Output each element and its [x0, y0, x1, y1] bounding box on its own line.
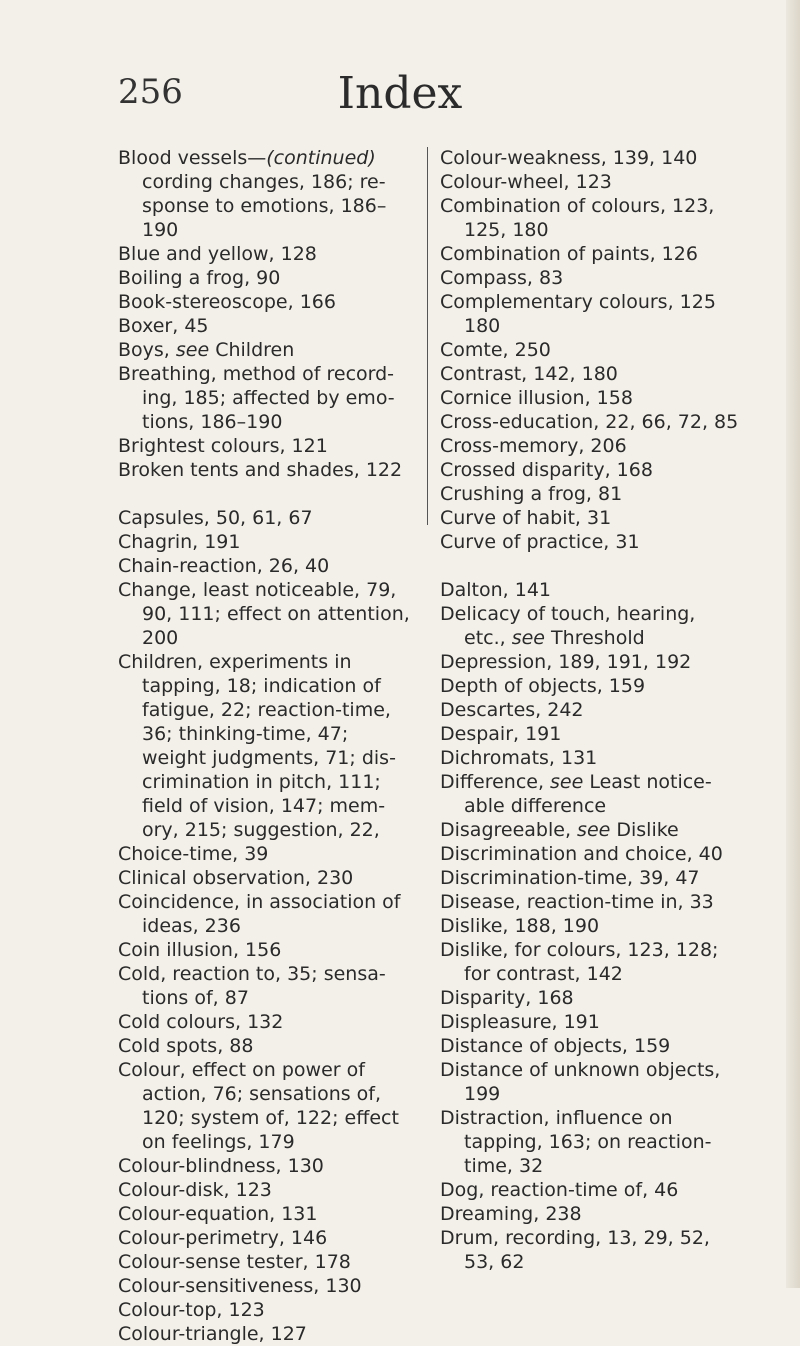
index-entry: [118, 1226, 418, 1250]
index-entry: [440, 1226, 740, 1274]
index-entry-head: Dislike, 188, 190: [440, 915, 600, 937]
index-entry: [118, 242, 418, 266]
index-entry: [440, 650, 740, 674]
index-entry-head: Distraction, influence on tapping, 163; on reaction-time, 32: [440, 1107, 712, 1177]
index-entry-head: Dichromats, 131: [440, 747, 598, 769]
index-entry-head: Choice-time, 39: [118, 843, 269, 865]
index-entry-head: Discrimination-time, 39, 47: [440, 867, 700, 889]
index-entry: [118, 530, 418, 554]
index-entry-head: Cold, reaction to, 35; sensa-tions of, 87: [118, 963, 386, 1009]
index-entry-head: Disagreeable,: [440, 819, 578, 841]
index-entry-head: Depth of objects, 159: [440, 675, 646, 697]
index-entry-head: Coincidence, in association of ideas, 236: [118, 891, 401, 937]
index-entry-head: Coin illusion, 156: [118, 939, 282, 961]
index-entry: [440, 770, 740, 818]
index-entry: [440, 842, 740, 866]
index-entry: [118, 362, 418, 434]
index-entry-head: Chagrin, 191: [118, 531, 241, 553]
index-entry: [440, 674, 740, 698]
index-entry-head: Contrast, 142, 180: [440, 363, 618, 385]
index-entry: [118, 842, 418, 866]
index-entry-head: Blood vessels—: [118, 147, 267, 169]
index-entry-head: Chain-reaction, 26, 40: [118, 555, 330, 577]
index-entry: [118, 1250, 418, 1274]
index-entry-head: Distance of objects, 159: [440, 1035, 671, 1057]
index-entry-head: Boxer, 45: [118, 315, 209, 337]
index-entry-tail: Children: [209, 339, 295, 361]
index-entry-head: Difference,: [440, 771, 551, 793]
index-entry-head: Children, experiments in tapping, 18; indication of fatigue, 22; reaction-time, 36; thinking-time, 47; weight judgments, 71; dis-crimination in pitch, 111; field of vision, 147; mem-ory, 215; suggestion, 22,: [118, 651, 396, 841]
index-entry: [118, 1034, 418, 1058]
index-entry: [440, 914, 740, 938]
index-entry: [440, 410, 740, 434]
index-entry: [118, 962, 418, 1010]
index-entry-head: Distance of unknown objects, 199: [440, 1059, 721, 1105]
index-entry: [440, 146, 740, 170]
index-entry: [118, 1154, 418, 1178]
index-entry-head: Descartes, 242: [440, 699, 584, 721]
index-entry-head: Crushing a frog, 81: [440, 483, 623, 505]
index-entry-head: Drum, recording, 13, 29, 52, 53, 62: [440, 1227, 710, 1273]
index-entry: [118, 938, 418, 962]
index-entry-italic: see: [175, 339, 210, 361]
index-entry-head: Delicacy of touch, hearing, etc.,: [440, 603, 696, 649]
index-entry: [118, 314, 418, 338]
index-entry: [118, 434, 418, 458]
index-entry: [118, 1298, 418, 1322]
index-entry-head: Crossed disparity, 168: [440, 459, 653, 481]
index-entry: [440, 506, 740, 530]
index-entry: [118, 338, 418, 362]
page-number: 256: [118, 72, 183, 112]
index-entry-head: Dreaming, 238: [440, 1203, 582, 1225]
index-entry-head: Colour-top, 123: [118, 1299, 265, 1321]
index-entry: [118, 1010, 418, 1034]
index-entry-head: Capsules, 50, 61, 67: [118, 507, 313, 529]
index-entry: [440, 986, 740, 1010]
index-entry: [440, 602, 740, 650]
index-entry-head: Curve of habit, 31: [440, 507, 612, 529]
index-entry: [440, 722, 740, 746]
index-entry: [440, 818, 740, 842]
index-entry-head: Clinical observation, 230: [118, 867, 354, 889]
index-entry-head: Boys,: [118, 339, 176, 361]
index-entry-head: Colour-sensitiveness, 130: [118, 1275, 362, 1297]
index-entry: [118, 1202, 418, 1226]
index-column-right: [440, 146, 740, 1274]
index-entry: [118, 458, 418, 482]
index-entry: [118, 1322, 418, 1346]
index-entry-head: Colour-blindness, 130: [118, 1155, 324, 1177]
index-entry-italic: see: [511, 627, 545, 649]
index-entry: [118, 266, 418, 290]
index-entry: [440, 578, 740, 602]
index-entry: [440, 458, 740, 482]
index-entry-head: Cross-education, 22, 66, 72, 85: [440, 411, 739, 433]
index-entry: [118, 1058, 418, 1154]
index-entry-head: Curve of practice, 31: [440, 531, 640, 553]
index-entry: [118, 650, 418, 842]
index-entry: [440, 938, 740, 986]
index-entry: [440, 1034, 740, 1058]
index-entry-head: Colour-perimetry, 146: [118, 1227, 328, 1249]
index-entry-head: Colour, effect on power of action, 76; sensations of, 120; system of, 122; effect on feelings, 179: [118, 1059, 399, 1153]
index-entry-head: Displeasure, 191: [440, 1011, 600, 1033]
page-edge: [786, 0, 800, 1288]
index-entry-tail: Least notice-able difference: [464, 771, 712, 817]
page-header: [0, 68, 800, 122]
index-entry-head: Despair, 191: [440, 723, 562, 745]
index-entry: [440, 1058, 740, 1106]
index-entry: [440, 482, 740, 506]
index-entry: [118, 506, 418, 530]
index-entry: [440, 866, 740, 890]
index-entry-head: Brightest colours, 121: [118, 435, 328, 457]
index-entry-head: Cold spots, 88: [118, 1035, 254, 1057]
index-entry-head: Broken tents and shades, 122: [118, 459, 403, 481]
index-entry: [440, 530, 740, 554]
index-entry: [118, 578, 418, 650]
index-entry: [118, 866, 418, 890]
index-entry: [118, 554, 418, 578]
index-entry-head: Disease, reaction-time in, 33: [440, 891, 714, 913]
index-entry: [440, 290, 740, 338]
index-entry: [440, 386, 740, 410]
index-entry: [440, 1106, 740, 1178]
index-entry: [118, 890, 418, 938]
index-entry-head: Dog, reaction-time of, 46: [440, 1179, 679, 1201]
index-entry-tail: Threshold: [545, 627, 645, 649]
index-entry: [440, 362, 740, 386]
column-divider: [427, 147, 428, 525]
index-entry: [440, 1010, 740, 1034]
index-entry: [440, 434, 740, 458]
page-title: Index: [337, 68, 463, 119]
index-entry-head: Colour-disk, 123: [118, 1179, 272, 1201]
index-entry: [440, 242, 740, 266]
index-entry-head: Dislike, for colours, 123, 128; for contrast, 142: [440, 939, 719, 985]
index-entry: [118, 290, 418, 314]
index-entry-head: Cornice illusion, 158: [440, 387, 633, 409]
index-entry-head: Compass, 83: [440, 267, 564, 289]
index-entry: [118, 146, 418, 242]
index-entry: [118, 1274, 418, 1298]
index-entry-head: Complementary colours, 125 180: [440, 291, 716, 337]
index-entry-head: Boiling a frog, 90: [118, 267, 281, 289]
index-entry-tail: Dislike: [610, 819, 679, 841]
index-entry-head: Depression, 189, 191, 192: [440, 651, 692, 673]
index-entry-italic: see: [577, 819, 611, 841]
index-entry-head: Disparity, 168: [440, 987, 574, 1009]
index-entry-head: Colour-triangle, 127: [118, 1323, 307, 1345]
index-entry-head: Book-stereoscope, 166: [118, 291, 336, 313]
index-entry-head: Change, least noticeable, 79, 90, 111; effect on attention, 200: [118, 579, 410, 649]
index-entry-head: Dalton, 141: [440, 579, 552, 601]
index-entry-head: Cross-memory, 206: [440, 435, 627, 457]
index-entry-head: Blue and yellow, 128: [118, 243, 317, 265]
index-entry-head: Combination of colours, 123, 125, 180: [440, 195, 715, 241]
index-entry-head: Colour-weakness, 139, 140: [440, 147, 698, 169]
index-entry-head: Colour-sense tester, 178: [118, 1251, 351, 1273]
index-entry: [440, 1178, 740, 1202]
index-entry: [440, 698, 740, 722]
index-entry-tail: cording changes, 186; re-sponse to emotions, 186–190: [142, 171, 387, 241]
index-entry: [118, 1178, 418, 1202]
index-entry-head: Comte, 250: [440, 339, 551, 361]
index-entry-head: Colour-wheel, 123: [440, 171, 612, 193]
index-entry-head: Discrimination and choice, 40: [440, 843, 723, 865]
index-entry: [440, 170, 740, 194]
index-column-left: [118, 146, 418, 1346]
index-entry: [440, 194, 740, 242]
index-entry-italic: see: [550, 771, 584, 793]
index-entry: [440, 746, 740, 770]
index-entry-head: Cold colours, 132: [118, 1011, 284, 1033]
index-entry-head: Combination of paints, 126: [440, 243, 698, 265]
index-entry-head: Colour-equation, 131: [118, 1203, 318, 1225]
index-entry: [440, 1202, 740, 1226]
index-entry-head: Breathing, method of record-ing, 185; affected by emo-tions, 186–190: [118, 363, 395, 433]
index-entry: [440, 266, 740, 290]
index-entry: [440, 890, 740, 914]
index-entry: [440, 338, 740, 362]
index-entry-italic: (continued): [266, 147, 376, 169]
